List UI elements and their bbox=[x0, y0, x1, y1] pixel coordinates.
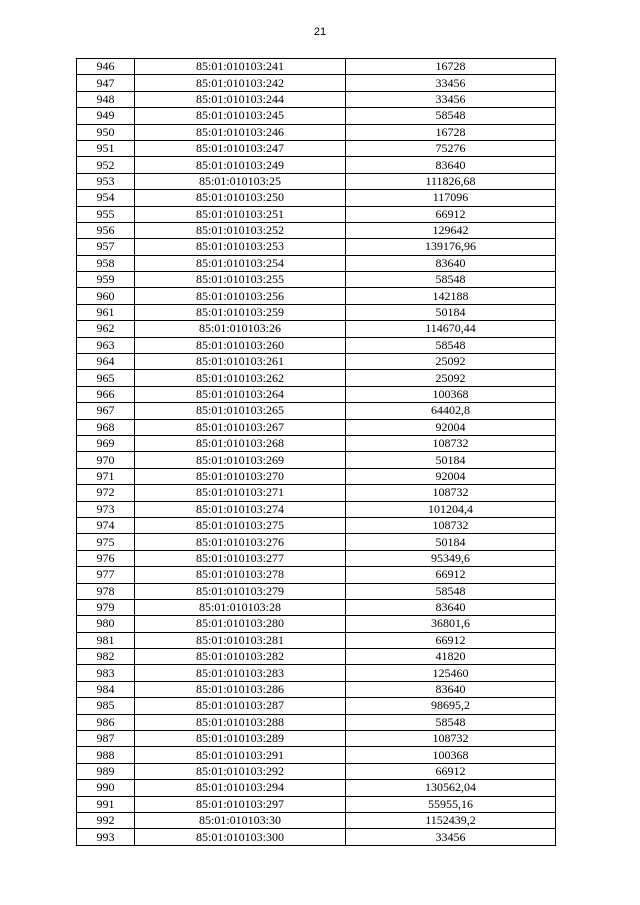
cadastral-number-cell: 85:01:010103:292 bbox=[135, 763, 346, 779]
value-cell: 92004 bbox=[346, 468, 556, 484]
table-row bbox=[77, 255, 556, 271]
cadastral-number-cell: 85:01:010103:249 bbox=[135, 157, 346, 173]
row-number-cell: 965 bbox=[77, 370, 135, 386]
value-cell: 108732 bbox=[346, 731, 556, 747]
value-cell: 66912 bbox=[346, 567, 556, 583]
cadastral-number-cell: 85:01:010103:253 bbox=[135, 239, 346, 255]
table-row bbox=[77, 272, 556, 288]
cadastral-number-cell: 85:01:010103:280 bbox=[135, 616, 346, 632]
table-row bbox=[77, 698, 556, 714]
table-row bbox=[77, 288, 556, 304]
cadastral-number-cell: 85:01:010103:276 bbox=[135, 534, 346, 550]
row-number-cell: 952 bbox=[77, 157, 135, 173]
value-cell: 83640 bbox=[346, 681, 556, 697]
row-number-cell: 972 bbox=[77, 485, 135, 501]
page-number: 21 bbox=[313, 26, 327, 38]
table-row bbox=[77, 599, 556, 615]
cadastral-number-cell: 85:01:010103:30 bbox=[135, 812, 346, 828]
table-row bbox=[77, 75, 556, 91]
value-cell: 108732 bbox=[346, 517, 556, 533]
data-table bbox=[76, 58, 556, 846]
row-number-cell: 959 bbox=[77, 272, 135, 288]
table-row bbox=[77, 435, 556, 451]
value-cell: 58548 bbox=[346, 337, 556, 353]
row-number-cell: 950 bbox=[77, 124, 135, 140]
value-cell: 92004 bbox=[346, 419, 556, 435]
table-row bbox=[77, 550, 556, 566]
cadastral-number-cell: 85:01:010103:254 bbox=[135, 255, 346, 271]
value-cell: 64402,8 bbox=[346, 403, 556, 419]
value-cell: 130562,04 bbox=[346, 780, 556, 796]
table-row bbox=[77, 731, 556, 747]
row-number-cell: 989 bbox=[77, 763, 135, 779]
value-cell: 75276 bbox=[346, 140, 556, 156]
row-number-cell: 985 bbox=[77, 698, 135, 714]
table-row bbox=[77, 616, 556, 632]
row-number-cell: 977 bbox=[77, 567, 135, 583]
value-cell: 111826,68 bbox=[346, 173, 556, 189]
cadastral-number-cell: 85:01:010103:271 bbox=[135, 485, 346, 501]
value-cell: 41820 bbox=[346, 649, 556, 665]
row-number-cell: 963 bbox=[77, 337, 135, 353]
row-number-cell: 968 bbox=[77, 419, 135, 435]
cadastral-number-cell: 85:01:010103:259 bbox=[135, 304, 346, 320]
value-cell: 25092 bbox=[346, 354, 556, 370]
cadastral-number-cell: 85:01:010103:251 bbox=[135, 206, 346, 222]
table-row bbox=[77, 140, 556, 156]
cadastral-number-cell: 85:01:010103:265 bbox=[135, 403, 346, 419]
cadastral-number-cell: 85:01:010103:291 bbox=[135, 747, 346, 763]
value-cell: 142188 bbox=[346, 288, 556, 304]
table-row bbox=[77, 386, 556, 402]
table-row bbox=[77, 468, 556, 484]
value-cell: 33456 bbox=[346, 91, 556, 107]
value-cell: 95349,6 bbox=[346, 550, 556, 566]
row-number-cell: 987 bbox=[77, 731, 135, 747]
row-number-cell: 975 bbox=[77, 534, 135, 550]
cadastral-number-cell: 85:01:010103:244 bbox=[135, 91, 346, 107]
row-number-cell: 986 bbox=[77, 714, 135, 730]
table-row bbox=[77, 452, 556, 468]
cadastral-number-cell: 85:01:010103:274 bbox=[135, 501, 346, 517]
table-row bbox=[77, 173, 556, 189]
table-row bbox=[77, 124, 556, 140]
cadastral-number-cell: 85:01:010103:267 bbox=[135, 419, 346, 435]
row-number-cell: 961 bbox=[77, 304, 135, 320]
cadastral-number-cell: 85:01:010103:264 bbox=[135, 386, 346, 402]
row-number-cell: 951 bbox=[77, 140, 135, 156]
cadastral-number-cell: 85:01:010103:246 bbox=[135, 124, 346, 140]
row-number-cell: 969 bbox=[77, 435, 135, 451]
table-row bbox=[77, 501, 556, 517]
value-cell: 108732 bbox=[346, 485, 556, 501]
table-row bbox=[77, 665, 556, 681]
cadastral-number-cell: 85:01:010103:281 bbox=[135, 632, 346, 648]
row-number-cell: 946 bbox=[77, 59, 135, 75]
value-cell: 50184 bbox=[346, 452, 556, 468]
value-cell: 36801,6 bbox=[346, 616, 556, 632]
table-row bbox=[77, 534, 556, 550]
value-cell: 139176,96 bbox=[346, 239, 556, 255]
cadastral-number-cell: 85:01:010103:252 bbox=[135, 222, 346, 238]
row-number-cell: 962 bbox=[77, 321, 135, 337]
table-row bbox=[77, 321, 556, 337]
table-row bbox=[77, 763, 556, 779]
value-cell: 83640 bbox=[346, 599, 556, 615]
value-cell: 98695,2 bbox=[346, 698, 556, 714]
value-cell: 125460 bbox=[346, 665, 556, 681]
table-row bbox=[77, 337, 556, 353]
cadastral-number-cell: 85:01:010103:279 bbox=[135, 583, 346, 599]
table-row bbox=[77, 780, 556, 796]
cadastral-number-cell: 85:01:010103:241 bbox=[135, 59, 346, 75]
row-number-cell: 983 bbox=[77, 665, 135, 681]
value-cell: 50184 bbox=[346, 534, 556, 550]
row-number-cell: 970 bbox=[77, 452, 135, 468]
table-row bbox=[77, 583, 556, 599]
value-cell: 101204,4 bbox=[346, 501, 556, 517]
row-number-cell: 953 bbox=[77, 173, 135, 189]
table-row bbox=[77, 222, 556, 238]
value-cell: 108732 bbox=[346, 435, 556, 451]
row-number-cell: 960 bbox=[77, 288, 135, 304]
cadastral-number-cell: 85:01:010103:247 bbox=[135, 140, 346, 156]
table-row bbox=[77, 354, 556, 370]
cadastral-number-cell: 85:01:010103:278 bbox=[135, 567, 346, 583]
row-number-cell: 955 bbox=[77, 206, 135, 222]
row-number-cell: 971 bbox=[77, 468, 135, 484]
value-cell: 33456 bbox=[346, 829, 556, 845]
cadastral-number-cell: 85:01:010103:283 bbox=[135, 665, 346, 681]
value-cell: 114670,44 bbox=[346, 321, 556, 337]
table-row bbox=[77, 206, 556, 222]
cadastral-number-cell: 85:01:010103:300 bbox=[135, 829, 346, 845]
value-cell: 100368 bbox=[346, 386, 556, 402]
row-number-cell: 947 bbox=[77, 75, 135, 91]
row-number-cell: 984 bbox=[77, 681, 135, 697]
row-number-cell: 956 bbox=[77, 222, 135, 238]
row-number-cell: 976 bbox=[77, 550, 135, 566]
cadastral-number-cell: 85:01:010103:294 bbox=[135, 780, 346, 796]
table-row bbox=[77, 517, 556, 533]
row-number-cell: 980 bbox=[77, 616, 135, 632]
cadastral-number-cell: 85:01:010103:288 bbox=[135, 714, 346, 730]
value-cell: 16728 bbox=[346, 59, 556, 75]
table-row bbox=[77, 812, 556, 828]
table-row bbox=[77, 190, 556, 206]
value-cell: 58548 bbox=[346, 108, 556, 124]
cadastral-number-cell: 85:01:010103:242 bbox=[135, 75, 346, 91]
row-number-cell: 988 bbox=[77, 747, 135, 763]
row-number-cell: 990 bbox=[77, 780, 135, 796]
row-number-cell: 949 bbox=[77, 108, 135, 124]
cadastral-number-cell: 85:01:010103:268 bbox=[135, 435, 346, 451]
value-cell: 129642 bbox=[346, 222, 556, 238]
table-row bbox=[77, 157, 556, 173]
value-cell: 58548 bbox=[346, 714, 556, 730]
cadastral-number-cell: 85:01:010103:287 bbox=[135, 698, 346, 714]
table-row bbox=[77, 747, 556, 763]
cadastral-number-cell: 85:01:010103:25 bbox=[135, 173, 346, 189]
value-cell: 83640 bbox=[346, 157, 556, 173]
value-cell: 50184 bbox=[346, 304, 556, 320]
row-number-cell: 964 bbox=[77, 354, 135, 370]
row-number-cell: 982 bbox=[77, 649, 135, 665]
row-number-cell: 978 bbox=[77, 583, 135, 599]
row-number-cell: 966 bbox=[77, 386, 135, 402]
table-row bbox=[77, 108, 556, 124]
table-row bbox=[77, 649, 556, 665]
table-row bbox=[77, 403, 556, 419]
row-number-cell: 948 bbox=[77, 91, 135, 107]
value-cell: 16728 bbox=[346, 124, 556, 140]
table-row bbox=[77, 567, 556, 583]
row-number-cell: 981 bbox=[77, 632, 135, 648]
cadastral-number-cell: 85:01:010103:269 bbox=[135, 452, 346, 468]
cadastral-number-cell: 85:01:010103:255 bbox=[135, 272, 346, 288]
cadastral-number-cell: 85:01:010103:256 bbox=[135, 288, 346, 304]
value-cell: 58548 bbox=[346, 272, 556, 288]
cadastral-number-cell: 85:01:010103:250 bbox=[135, 190, 346, 206]
cadastral-number-cell: 85:01:010103:282 bbox=[135, 649, 346, 665]
table-row bbox=[77, 304, 556, 320]
table-row bbox=[77, 485, 556, 501]
value-cell: 66912 bbox=[346, 763, 556, 779]
cadastral-number-cell: 85:01:010103:26 bbox=[135, 321, 346, 337]
table-row bbox=[77, 370, 556, 386]
cadastral-number-cell: 85:01:010103:28 bbox=[135, 599, 346, 615]
row-number-cell: 957 bbox=[77, 239, 135, 255]
row-number-cell: 992 bbox=[77, 812, 135, 828]
value-cell: 66912 bbox=[346, 632, 556, 648]
cadastral-number-cell: 85:01:010103:286 bbox=[135, 681, 346, 697]
table-row bbox=[77, 714, 556, 730]
cadastral-number-cell: 85:01:010103:297 bbox=[135, 796, 346, 812]
cadastral-number-cell: 85:01:010103:245 bbox=[135, 108, 346, 124]
value-cell: 33456 bbox=[346, 75, 556, 91]
cadastral-number-cell: 85:01:010103:289 bbox=[135, 731, 346, 747]
row-number-cell: 973 bbox=[77, 501, 135, 517]
table-row bbox=[77, 829, 556, 845]
row-number-cell: 979 bbox=[77, 599, 135, 615]
value-cell: 55955,16 bbox=[346, 796, 556, 812]
cadastral-number-cell: 85:01:010103:260 bbox=[135, 337, 346, 353]
value-cell: 58548 bbox=[346, 583, 556, 599]
row-number-cell: 967 bbox=[77, 403, 135, 419]
row-number-cell: 954 bbox=[77, 190, 135, 206]
value-cell: 66912 bbox=[346, 206, 556, 222]
table-row bbox=[77, 796, 556, 812]
value-cell: 1152439,2 bbox=[346, 812, 556, 828]
cadastral-number-cell: 85:01:010103:270 bbox=[135, 468, 346, 484]
cadastral-number-cell: 85:01:010103:277 bbox=[135, 550, 346, 566]
table-row bbox=[77, 239, 556, 255]
value-cell: 83640 bbox=[346, 255, 556, 271]
table-row bbox=[77, 419, 556, 435]
cadastral-number-cell: 85:01:010103:261 bbox=[135, 354, 346, 370]
row-number-cell: 993 bbox=[77, 829, 135, 845]
row-number-cell: 958 bbox=[77, 255, 135, 271]
row-number-cell: 991 bbox=[77, 796, 135, 812]
table-row bbox=[77, 632, 556, 648]
cadastral-number-cell: 85:01:010103:262 bbox=[135, 370, 346, 386]
table-row bbox=[77, 59, 556, 75]
table-row bbox=[77, 91, 556, 107]
cadastral-number-cell: 85:01:010103:275 bbox=[135, 517, 346, 533]
value-cell: 117096 bbox=[346, 190, 556, 206]
value-cell: 100368 bbox=[346, 747, 556, 763]
table-body bbox=[77, 59, 556, 846]
value-cell: 25092 bbox=[346, 370, 556, 386]
table-row bbox=[77, 681, 556, 697]
row-number-cell: 974 bbox=[77, 517, 135, 533]
